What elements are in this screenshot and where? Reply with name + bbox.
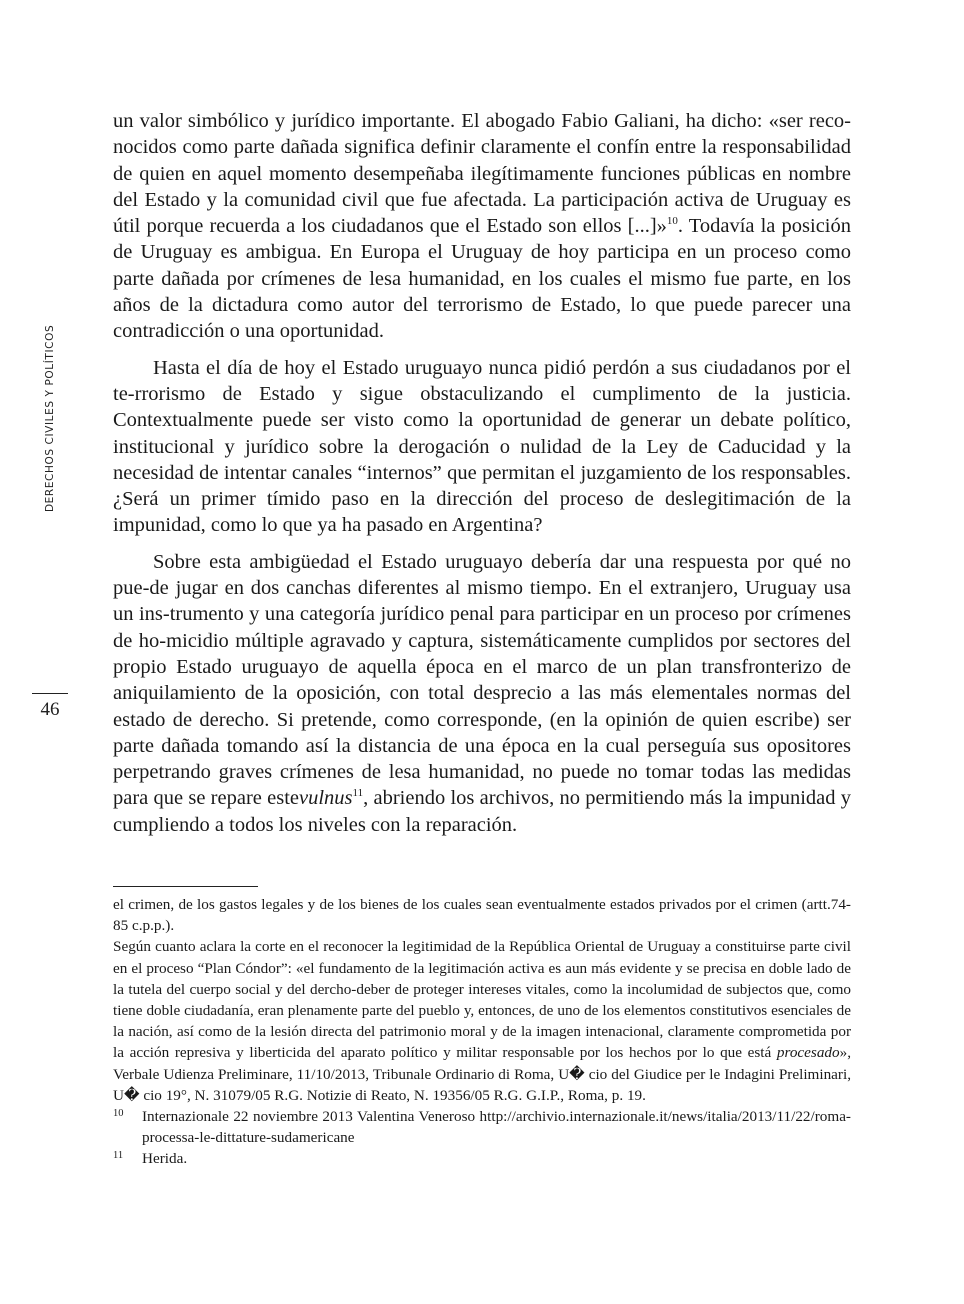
footnote-10-text: Internazionale 22 noviembre 2013 Valentina Veneroso http://archivio.internazionale.it/news/italia/2013/11/22/roma-processa-le-dittature-sudamericane bbox=[142, 1108, 851, 1147]
footnotes bbox=[113, 894, 851, 1170]
running-header: DERECHOS CIVILES Y POLÍTICOS bbox=[44, 324, 56, 512]
footnote-rule bbox=[113, 886, 258, 887]
paragraph-1-text-a: un valor simbólico y jurídico importante. El abogado Fabio Galiani, ha dicho: «ser reco-nocidos como parte dañada significa definir claramente el confín entre la responsabilidad de quien en aquel momento desempeñaba ilegítimamente funciones públicas en nombre del Estado y la comunidad civil que fue afectada. La participación activa de Uruguay es útil porque recuerda a los ciudadanos que el Estado son ellos [...]» bbox=[113, 110, 851, 238]
paragraph-3-text-a: Sobre esta ambigüedad el Estado uruguayo debería dar una respuesta por qué no pue-de jugar en dos canchas diferentes al mismo tiempo. En el extranjero, Uruguay usa un ins-trumento y una categoría jurídico penal para participar en un proceso por crímenes de ho-micidio múltiple agravado y captura, sistemáticamente cumplidos por sectores del propio Estado uruguayo de aquella época en el marco de un plan transfronterizo de aniquilamiento de la oposición, con total desprecio a las más elementales normas del estado de derecho. Si pretende, como corresponde, (en la opinión de quien escribe) ser parte dañada tomando así la distancia de una época en la cual perseguía sus opositores perpetrando graves crímenes de lesa humanidad, no puede no tomar todas las medidas para que se repare este bbox=[113, 550, 851, 810]
paragraph-2: Hasta el día de hoy el Estado uruguayo nunca pidió perdón a sus ciudadanos por el te-rrorismo de Estado y sigue obstaculizando el cumplimento de la justicia. Contextualmente puede ser visto como la oportunidad de generar un debate político, institucional y jurídico sobre la derogación o nulidad de la Ley de Caducidad y la necesidad de intentar canales “internos” que permitan el juzgamiento de los responsables. ¿Será un primer tímido paso en la dirección del proceso de deslegitimación de la impunidad, como lo que ya ha pasado en Argentina? bbox=[113, 356, 851, 537]
footnote-11-text: Herida. bbox=[142, 1150, 188, 1168]
main-text bbox=[113, 108, 851, 848]
footnote-11 bbox=[113, 1148, 851, 1169]
paragraph-1-text-b: . Todavía la posición de Uruguay es ambigua. En Europa el Uruguay de hoy participa en un proceso como parte dañada por crímenes de lesa humanidad, en los cuales el mismo fue parte, en los años de la dictadura como autor del terrorismo de Estado, lo que puede parecer una contradicción o una oportunidad. bbox=[113, 215, 851, 343]
footnote-10 bbox=[113, 1106, 851, 1148]
footnote-plan-condor bbox=[113, 936, 851, 1106]
paragraph-3-text-b: , abriendo los archivos, no permitiendo más la impunidad y cumpliendo a todos los niveles con la reparación. bbox=[113, 787, 851, 836]
footnote-plan-condor-text-a: Según cuanto aclara la corte en el reconocer la legitimidad de la República Oriental de Uruguay a constituirse parte civil en el proceso “Plan Cóndor”: «el fundamento de la legitimación activa es aun más evidente y se precisa en doble lado de la tutela del cuerpo social y del dercho-deber de proteger intereses vitales, como la incolumidad de subjectos que, como tiene doble ciudadanía, eran plenamente parte del pueblo y, entonces, de uno de los elementos constitutivos esenciales de la nación, así como de la lesión directa del patrimonio moral y de la imagen intenacional, claramente comprometida por la acción represiva y liberticida del aparato político y militar responsable por los hechos por lo que está bbox=[113, 938, 851, 1062]
footnote-11-number: 11 bbox=[113, 1150, 124, 1162]
footnote-ref-10: 10 bbox=[666, 215, 678, 228]
footnote-plan-condor-text-b: », Verbale Udienza Preliminare, 11/10/2013, Tribunale Ordinario di Roma, U� cio del Giudice per le Indagini Preliminari, U� cio 19°, N. 31079/05 R.G. Notizie di Reato, N. 19356/05 R.G. G.I.P., Roma, p. 19. bbox=[113, 1044, 851, 1104]
page-number-rule bbox=[32, 693, 68, 694]
paragraph-3-italic: vulnus bbox=[299, 787, 353, 810]
footnote-continuation: el crimen, de los gastos legales y de los bienes de los cuales sean eventualmente estados privados por el crimen (artt.74-85 c.p.p.). bbox=[113, 896, 851, 935]
paragraph-1 bbox=[113, 108, 851, 345]
footnote-plan-condor-italic: procesado bbox=[776, 1044, 840, 1062]
footnote-10-number: 10 bbox=[113, 1108, 124, 1120]
page-number: 46 bbox=[40, 699, 60, 720]
paragraph-3 bbox=[113, 549, 851, 838]
footnote-ref-11: 11 bbox=[352, 787, 364, 800]
